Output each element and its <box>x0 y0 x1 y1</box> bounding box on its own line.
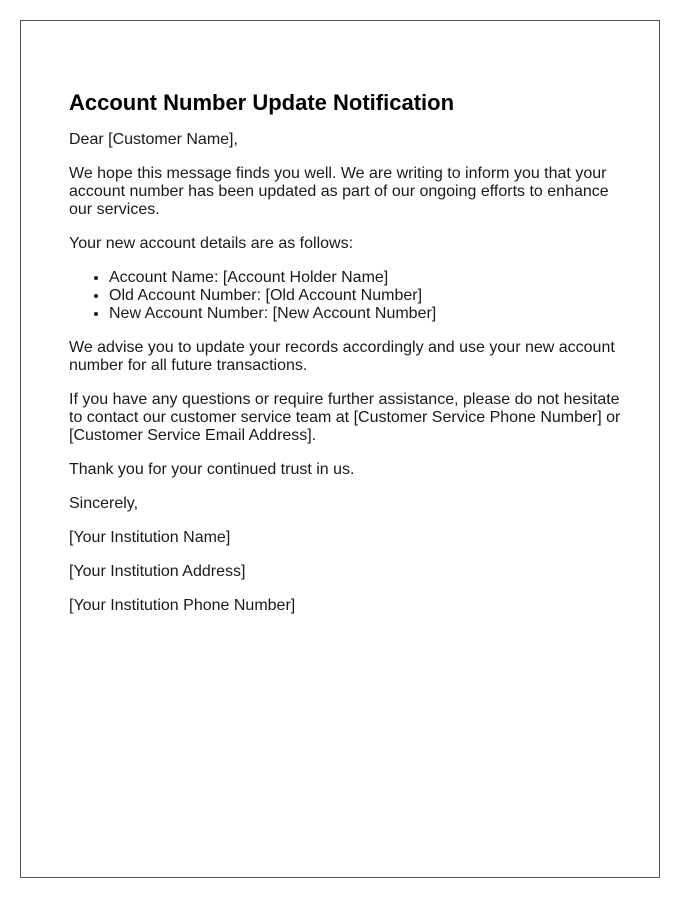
support-paragraph: If you have any questions or require further assistance, please do not hesitate to contact our customer service team at [Customer Service Phone Number] or [Customer Service Email Address]. <box>69 391 621 444</box>
detail-account-name: • Account Name: [Account Holder Name] <box>109 269 629 287</box>
salutation: Dear [Customer Name], <box>69 131 238 148</box>
detail-old-account-number: • Old Account Number: [Old Account Number] <box>109 287 629 305</box>
closing: Sincerely, <box>69 495 139 512</box>
institution-address: [Your Institution Address] <box>69 563 246 580</box>
thanks-paragraph: Thank you for your continued trust in us. <box>69 461 355 478</box>
detail-new-account-number: • New Account Number: [New Account Number] <box>109 305 629 323</box>
details-intro: Your new account details are as follows: <box>69 235 354 252</box>
advice-paragraph: We advise you to update your records accordingly and use your new account number for all future transactions. <box>69 339 615 374</box>
account-details-list <box>69 269 629 323</box>
letter-title: Account Number Update Notification <box>69 90 455 115</box>
institution-phone: [Your Institution Phone Number] <box>69 597 296 614</box>
letter-page <box>20 20 660 878</box>
institution-name: [Your Institution Name] <box>69 529 231 546</box>
letter-content <box>69 89 629 631</box>
intro-paragraph: We hope this message finds you well. We are writing to inform you that your account number has been updated as part of our ongoing efforts to enhance our services. <box>69 165 609 218</box>
